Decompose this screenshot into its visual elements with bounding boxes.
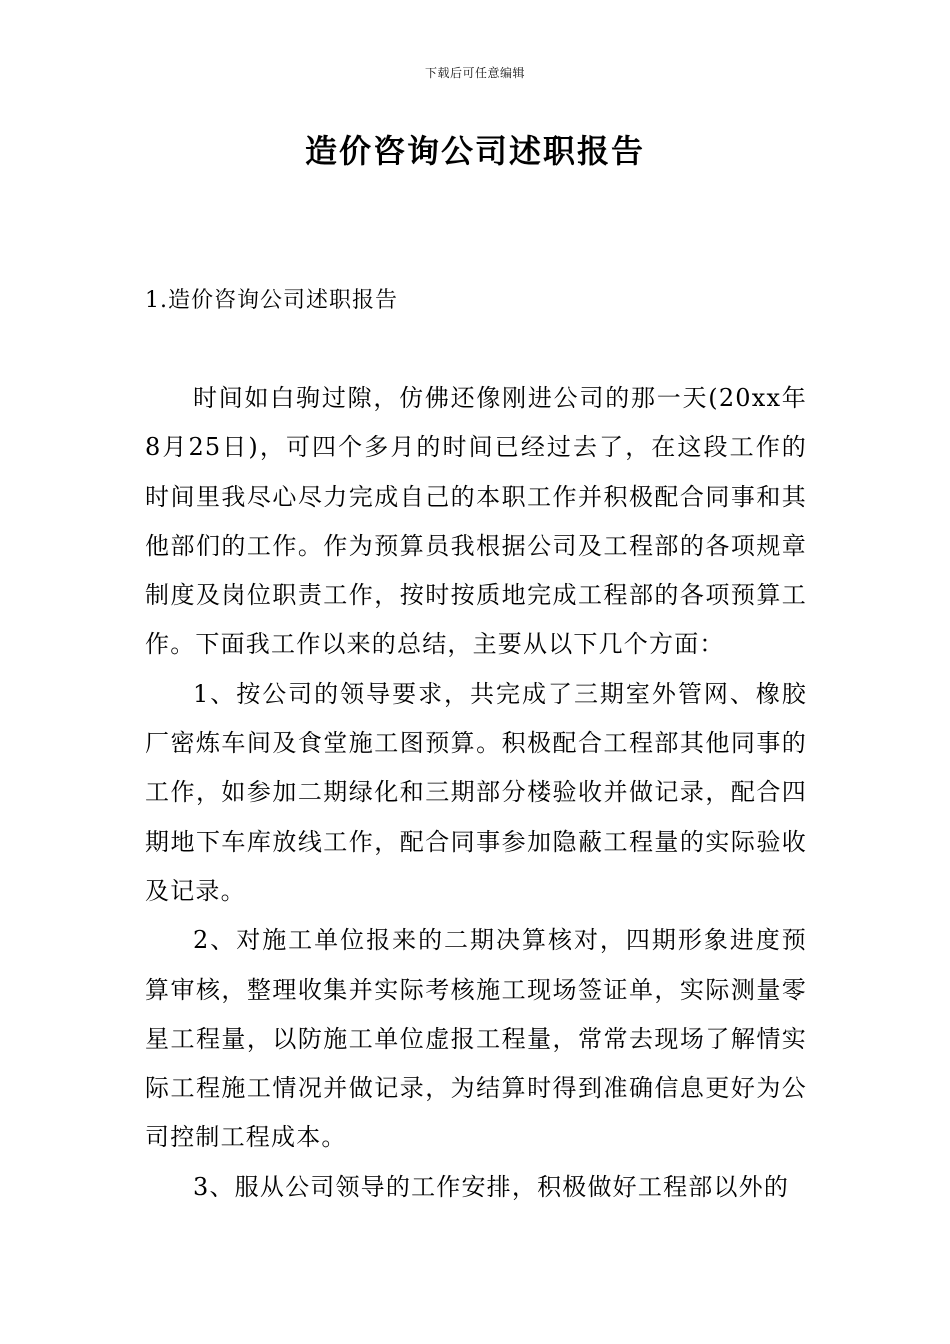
section-heading: 1.造价咨询公司述职报告 xyxy=(145,288,398,313)
paragraph-intro: 时间如白驹过隙，仿佛还像刚进公司的那一天(20xx年8月25日)，可四个多月的时间已经过去了，在这段工作的时间里我尽心尽力完成自己的本职工作并积极配合同事和其他部们的工作。作为预算员我根据公司及工程部的各项规章制度及岗位职责工作，按时按质地完成工程部的各项预算工作。下面我工作以来的总结，主要从以下几个方面： xyxy=(145,384,807,659)
paragraph-item-1: 1、按公司的领导要求，共完成了三期室外管网、橡胶厂密炼车间及食堂施工图预算。积极配合工程部其他同事的工作，如参加二期绿化和三期部分楼验收并做记录，配合四期地下车库放线工作，配合同事参加隐蔽工程量的实际验收及记录。 xyxy=(145,679,807,905)
body-text xyxy=(145,374,807,1212)
paragraph-item-2: 2、对施工单位报来的二期决算核对，四期形象进度预算审核，整理收集并实际考核施工现场签证单，实际测量零星工程量，以防施工单位虚报工程量，常常去现场了解情实际工程施工情况并做记录，为结算时得到准确信息更好为公司控制工程成本。 xyxy=(145,926,807,1152)
header-note: 下载后可任意编辑 xyxy=(424,66,525,80)
paragraph-item-3: 3、服从公司领导的工作安排，积极做好工程部以外的 xyxy=(193,1172,790,1201)
document-title: 造价咨询公司述职报告 xyxy=(304,132,645,170)
